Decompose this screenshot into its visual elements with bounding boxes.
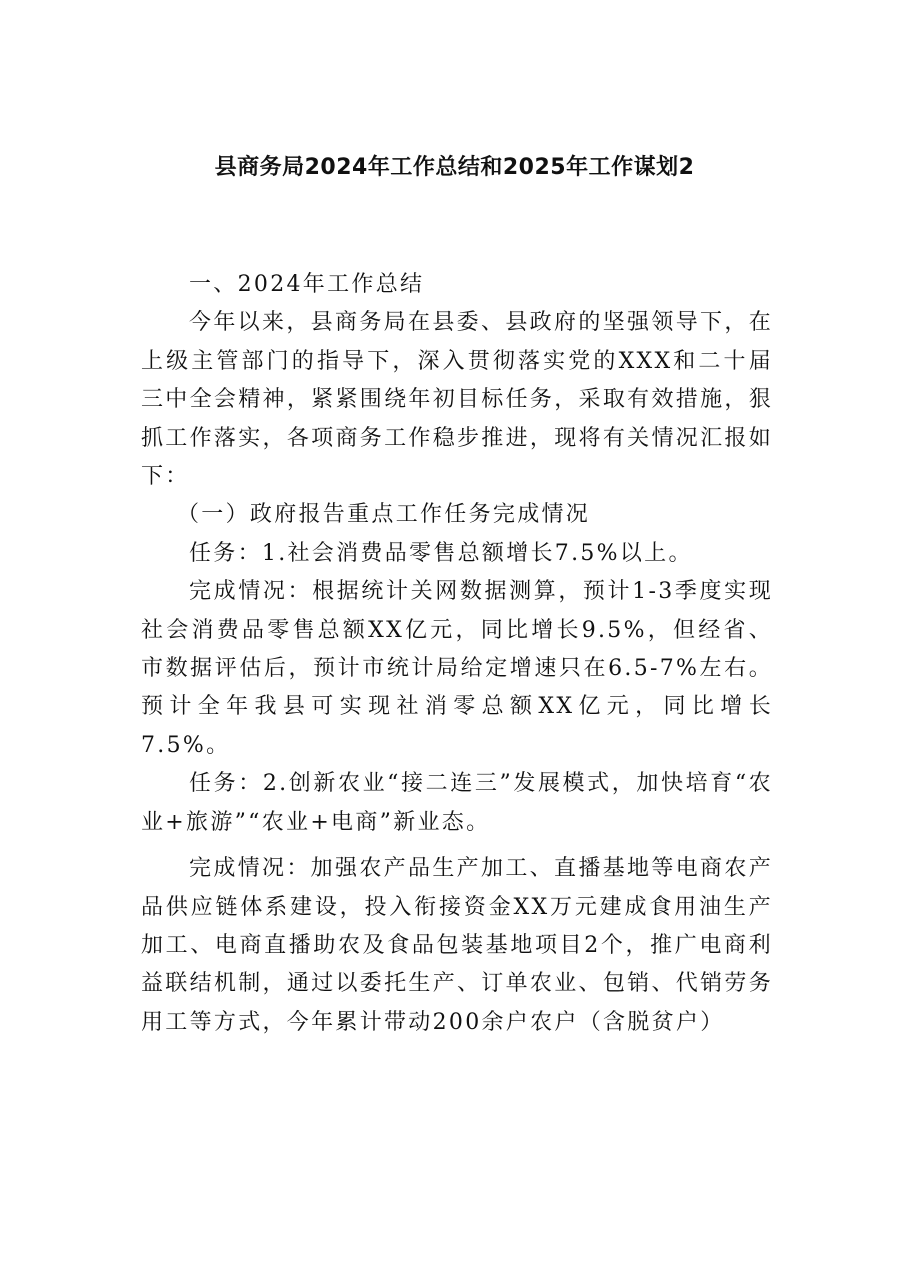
document-body [141, 266, 773, 1042]
task-1-result-paragraph: 完成情况：根据统计关网数据测算，预计1-3季度实现社会消费品零售总额XX亿元，同比增长9.5%，但经省、市数据评估后，预计市统计局给定增速只在6.5-7%左右。预计全年我县可实现社消零总额XX亿元，同比增长7.5%。 [141, 579, 773, 758]
task-1-paragraph: 任务：1.社会消费品零售总额增长7.5%以上。 [189, 540, 693, 566]
task-2-paragraph: 任务：2.创新农业“接二连三”发展模式，加快培育“农业+旅游”“农业+电商”新业态。 [141, 771, 773, 835]
document-title: 县商务局2024年工作总结和2025年工作谋划2 [214, 155, 695, 180]
intro-paragraph: 今年以来，县商务局在县委、县政府的坚强领导下，在上级主管部门的指导下，深入贯彻落实党的XXX和二十届三中全会精神，紧紧围绕年初目标任务，采取有效措施，狠抓工作落实，各项商务工作稳步推进，现将有关情况汇报如下： [141, 310, 773, 490]
subsection-heading: （一）政府报告重点工作任务完成情况 [177, 502, 591, 528]
section-heading: 一、2024年工作总结 [189, 272, 425, 297]
task-2-result-paragraph: 完成情况：加强农产品生产加工、直播基地等电商农产品供应链体系建设，投入衔接资金XX万元建成食用油生产加工、电商直播助农及食品包装基地项目2个，推广电商利益联结机制，通过以委托生产、订单农业、包销、代销劳务用工等方式，今年累计带动200余户农户（含脱贫户） [141, 856, 773, 1035]
